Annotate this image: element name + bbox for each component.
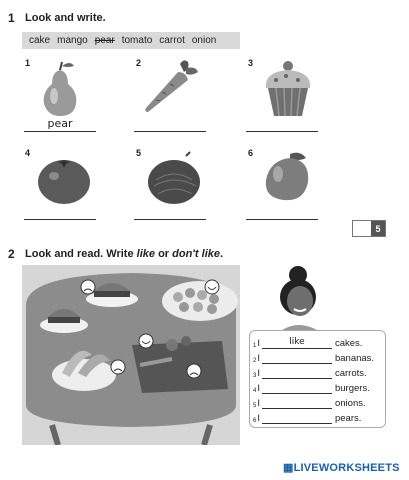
sentence-ending: bananas. — [334, 353, 375, 364]
word-bank — [22, 32, 240, 49]
exercise-1-number: 1 — [8, 11, 15, 25]
sad-face-icon — [111, 360, 125, 374]
sentence-pronoun: I — [257, 413, 260, 424]
cupcake-icon — [260, 58, 316, 120]
sentence-number: 2 — [253, 358, 257, 364]
title-like: like — [136, 248, 156, 260]
tomato-icon — [34, 150, 94, 206]
sentence-ending: pears. — [334, 413, 362, 424]
answer-field-5[interactable] — [134, 205, 206, 220]
sentence-ending: burgers. — [334, 383, 370, 394]
liveworksheets-logo — [283, 461, 400, 474]
item-number: 5 — [136, 148, 142, 158]
item-number: 2 — [136, 58, 142, 68]
title-part: . — [219, 248, 224, 260]
item-number: 4 — [25, 148, 31, 158]
answer-field-3[interactable] — [246, 117, 318, 132]
sentence-number: 1 — [253, 343, 257, 349]
cupcakes-tray-icon — [162, 281, 238, 321]
happy-face-icon — [205, 280, 219, 294]
happy-face-icon — [139, 334, 153, 348]
sentence-2 — [253, 351, 374, 364]
sentence-number: 5 — [253, 403, 257, 409]
carrot-icon — [140, 58, 200, 116]
sentence-3 — [253, 366, 367, 379]
answer-field-4[interactable] — [24, 205, 96, 220]
girl-avatar — [268, 263, 330, 333]
title-part: Look and read. Write — [25, 248, 137, 260]
sad-face-icon — [81, 280, 95, 294]
sad-face-icon — [187, 364, 201, 378]
sentence-pronoun: I — [257, 338, 260, 349]
sentence-6 — [253, 411, 361, 424]
word-bank-item: carrot — [159, 35, 185, 46]
title-part: or — [155, 248, 173, 260]
title-dont-like: don't like — [172, 248, 220, 260]
sentence-pronoun: I — [257, 383, 260, 394]
sentence-answer-field-6[interactable] — [262, 412, 332, 424]
score-total: 5 — [371, 221, 385, 236]
word-bank-item: mango — [57, 35, 88, 46]
liveworksheets-brand-text: LIVEWORKSHEETS — [293, 462, 400, 474]
answer-field-1[interactable]: pear — [24, 117, 96, 132]
sentence-ending: carrots. — [334, 368, 367, 379]
exercise-1-title: Look and write. — [25, 12, 106, 24]
score-field — [353, 221, 371, 236]
mango-icon — [260, 148, 316, 204]
sentence-ending: onions. — [334, 398, 366, 409]
sentence-answer-field-1[interactable]: like — [262, 337, 332, 349]
exercise-2-number: 2 — [8, 247, 15, 261]
word-bank-item: cake — [29, 35, 51, 46]
onion-icon — [146, 150, 206, 206]
word-bank-item-crossed: pear — [94, 35, 115, 46]
sentence-answer-field-3[interactable] — [262, 367, 332, 379]
sentence-answer-field-5[interactable] — [262, 397, 332, 409]
sentence-pronoun: I — [257, 353, 260, 364]
sentence-pronoun: I — [257, 398, 260, 409]
liveworksheets-logo-icon: ▦ — [283, 462, 294, 474]
answer-field-2[interactable] — [134, 117, 206, 132]
item-number: 3 — [248, 58, 254, 68]
sentence-number: 3 — [253, 373, 257, 379]
item-number: 1 — [25, 58, 31, 68]
sentence-ending: cakes. — [334, 338, 363, 349]
word-bank-item: tomato — [121, 35, 153, 46]
sentence-5 — [253, 396, 366, 409]
score-box — [352, 220, 386, 237]
sentence-answer-field-4[interactable] — [262, 382, 332, 394]
word-bank-item: onion — [191, 35, 217, 46]
pear-icon — [36, 58, 84, 118]
item-number: 6 — [248, 148, 254, 158]
food-table-illustration — [22, 265, 240, 445]
sentence-4 — [253, 381, 370, 394]
exercise-2-title — [25, 248, 223, 260]
sentence-number: 6 — [253, 418, 257, 424]
sentence-pronoun: I — [257, 368, 260, 379]
answer-field-6[interactable] — [246, 205, 318, 220]
sentence-answer-field-2[interactable] — [262, 352, 332, 364]
sentence-number: 4 — [253, 388, 257, 394]
sentence-1 — [253, 336, 362, 349]
